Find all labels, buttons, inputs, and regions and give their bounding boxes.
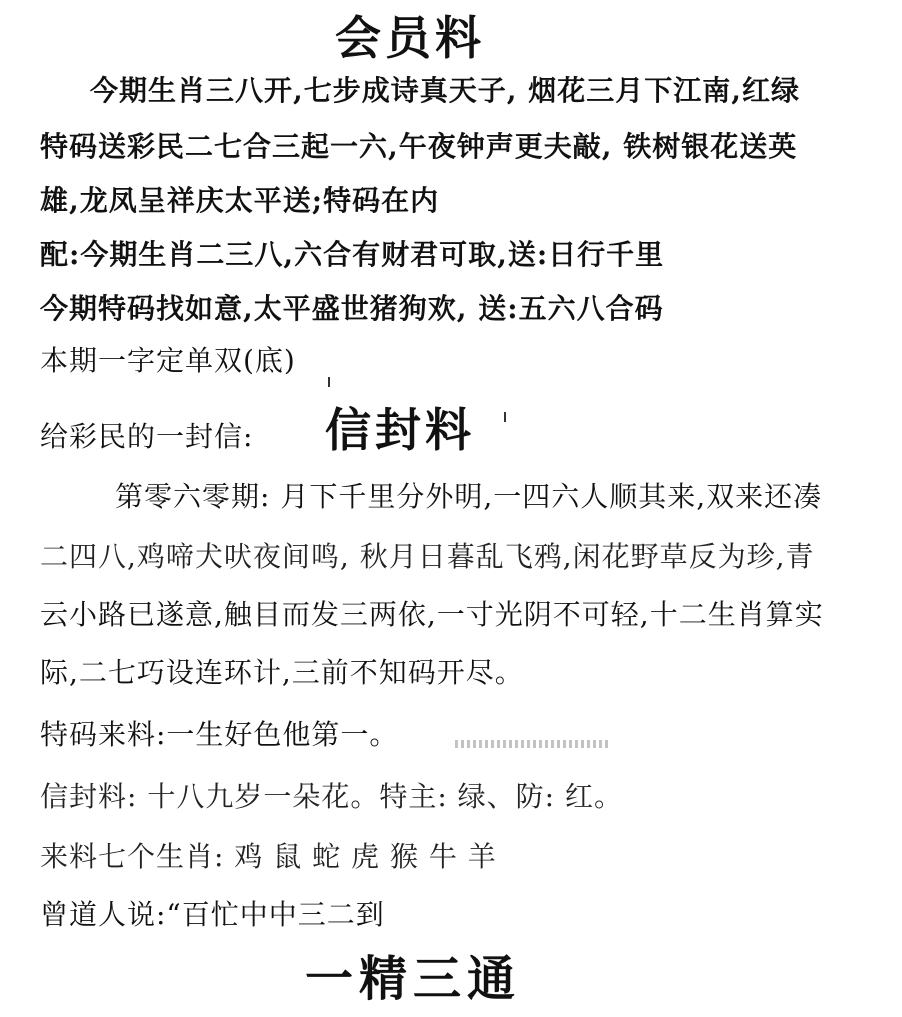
letter-line-3: 云小路已遂意,触目而发三两依,一寸光阴不可轻,十二生肖算实 bbox=[40, 598, 824, 631]
member-section-title: 会员料 bbox=[335, 11, 485, 65]
taoist-saying-line: 曾道人说:“百忙中中三二到 bbox=[40, 898, 385, 931]
envelope-note-line: 信封料: 十八九岁一朵花。特主: 绿、防: 红。 bbox=[40, 780, 624, 813]
member-line-5: 今期特码找如意,太平盛世猪狗欢, 送:五六八合码 bbox=[40, 292, 664, 325]
bottom-title: 一精三通 bbox=[305, 951, 522, 1007]
special-code-line: 特码来料:一生好色他第一。 bbox=[40, 718, 399, 751]
member-line-1: 今期生肖三八开,七步成诗真天子, 烟花三月下江南,红绿 bbox=[90, 74, 800, 107]
member-line-2: 特码送彩民二七合三起一六,午夜钟声更夫敲, 铁树银花送英 bbox=[40, 130, 798, 163]
letter-label: 给彩民的一封信: bbox=[40, 420, 254, 453]
member-line-6: 本期一字定单双(底) bbox=[40, 344, 296, 377]
letter-line-4: 际,二七巧设连环计,三前不知码开尽。 bbox=[40, 656, 524, 689]
seven-zodiac-line: 来料七个生肖: 鸡 鼠 蛇 虎 猴 牛 羊 bbox=[40, 840, 497, 873]
scan-smudge bbox=[455, 740, 610, 748]
member-line-3: 雄,龙凤呈祥庆太平送;特码在内 bbox=[40, 184, 440, 217]
scan-speck bbox=[504, 412, 506, 422]
scan-speck bbox=[328, 377, 330, 387]
letter-line-1: 第零六零期: 月下千里分外明,一四六人顺其来,双来还凑 bbox=[115, 480, 823, 513]
envelope-section-title: 信封料 bbox=[325, 403, 475, 457]
letter-line-2: 二四八,鸡啼犬吠夜间鸣, 秋月日暮乱飞鸦,闲花野草反为珍,青 bbox=[40, 540, 815, 573]
member-line-4: 配:今期生肖二三八,六合有财君可取,送:日行千里 bbox=[40, 238, 665, 271]
